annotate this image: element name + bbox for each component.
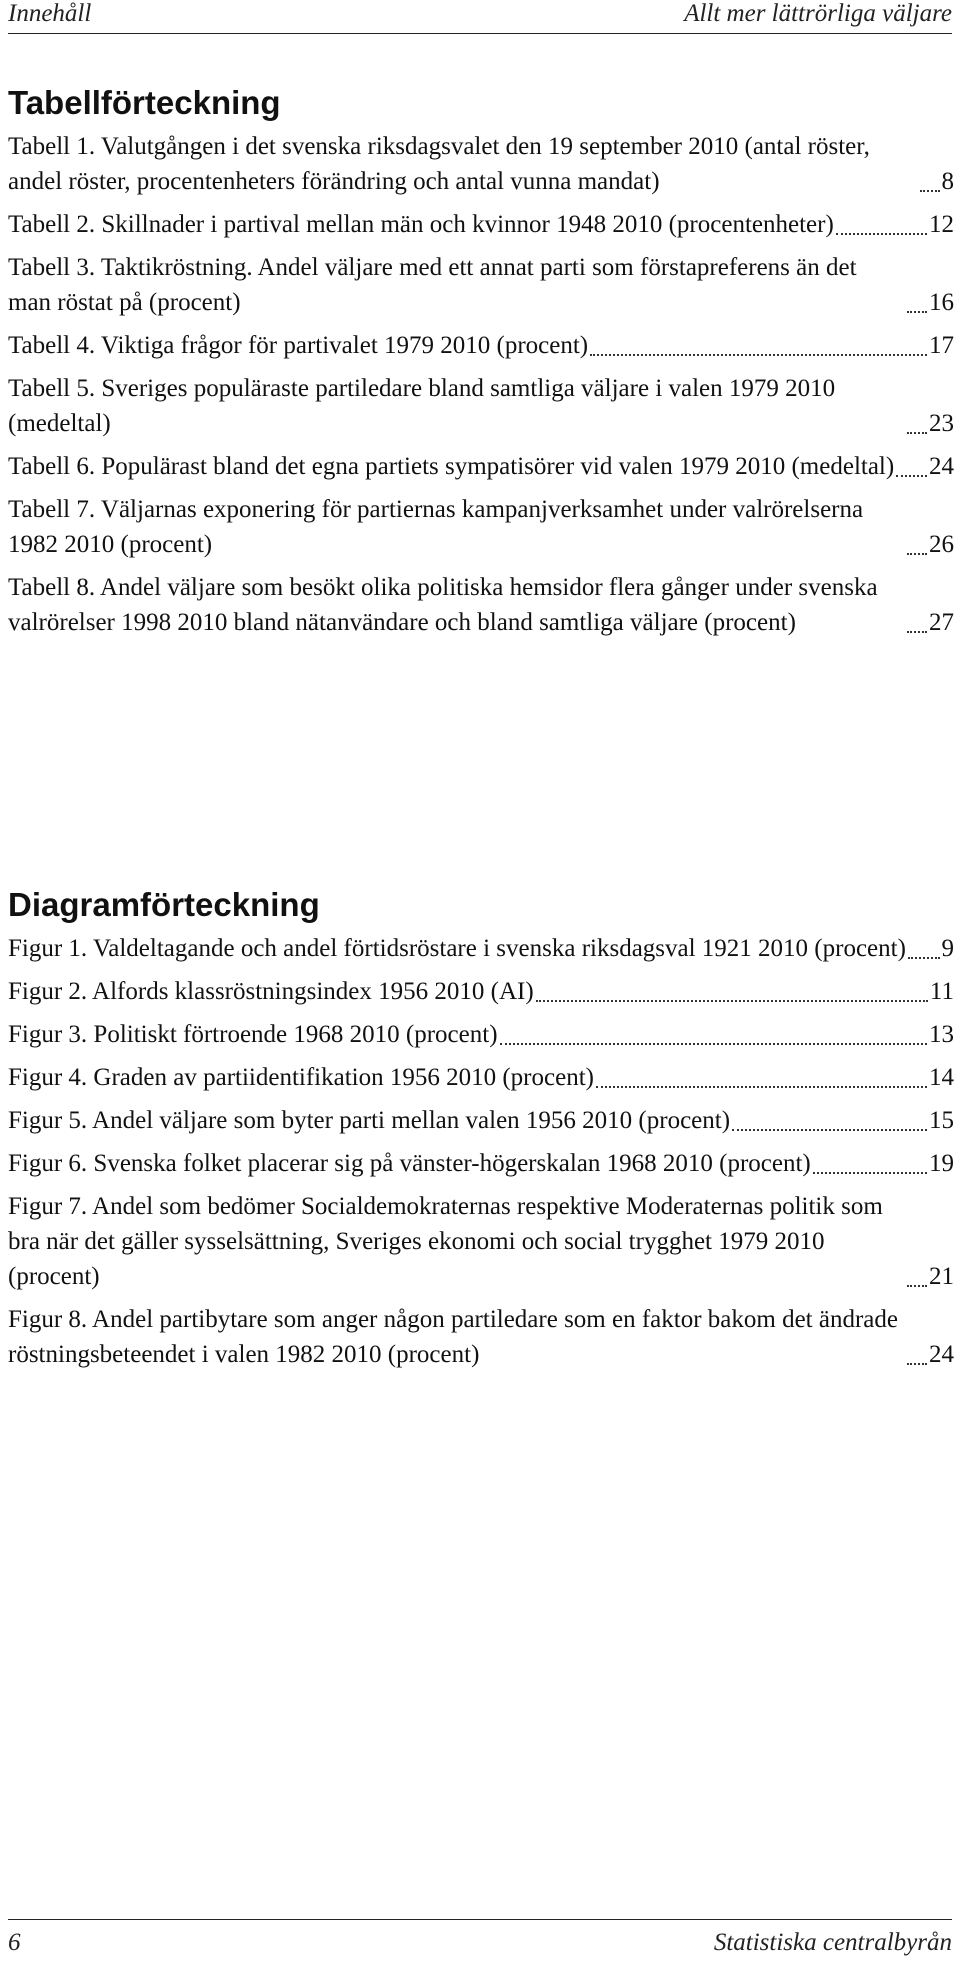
header-document-title: Allt mer lättrörliga väljare <box>684 0 952 27</box>
publisher-name: Statistiska centralbyrån <box>713 1929 952 1956</box>
list-item[interactable] <box>8 207 954 242</box>
list-item[interactable] <box>8 328 954 363</box>
entry-page: 24 <box>929 453 954 480</box>
header-section-label: Innehåll <box>8 0 92 27</box>
list-item[interactable] <box>8 250 954 320</box>
dot-leader <box>896 461 927 477</box>
entry-text: Figur 4. Graden av partiidentifikation 1956 2010 (procent) <box>8 1064 594 1091</box>
entry-text: Figur 5. Andel väljare som byter parti mellan valen 1956 2010 (procent) <box>8 1107 731 1134</box>
dot-leader <box>836 219 927 235</box>
dot-leader <box>596 1072 927 1088</box>
page-footer <box>8 1929 952 1959</box>
entry-text: Figur 2. Alfords klassröstningsindex 1956 2010 (AI) <box>8 978 534 1005</box>
entry-text: Tabell 3. Taktikröstning. Andel väljare med ett annat parti som förstapreferens än det man röstat på (procent) <box>8 254 857 316</box>
figures-list <box>8 931 954 1372</box>
section-title-tables: Tabellförteckning <box>8 84 281 121</box>
entry-page: 23 <box>929 410 954 437</box>
list-item[interactable] <box>8 1189 954 1294</box>
entry-text: Tabell 5. Sveriges populäraste partiledare bland samtliga väljare i valen 1979 2010 (medeltal) <box>8 375 836 437</box>
list-item[interactable] <box>8 974 954 1009</box>
entry-page: 21 <box>929 1263 954 1290</box>
page-header <box>8 0 952 30</box>
entry-page: 14 <box>929 1064 954 1091</box>
dot-leader <box>590 340 927 356</box>
entry-page: 27 <box>929 609 954 636</box>
dot-leader <box>907 418 927 434</box>
entry-text: Tabell 2. Skillnader i partival mellan män och kvinnor 1948 2010 (procentenheter) <box>8 211 834 238</box>
entry-text: Figur 1. Valdeltagande och andel förtidsröstare i svenska riksdagsval 1921 2010 (procent) <box>8 935 906 962</box>
dot-leader <box>907 617 927 633</box>
entry-page: 13 <box>929 1021 954 1048</box>
dot-leader <box>920 176 940 192</box>
entry-text: Tabell 4. Viktiga frågor för partivalet 1979 2010 (procent) <box>8 332 589 359</box>
dot-leader <box>500 1029 927 1045</box>
entry-text: Tabell 7. Väljarnas exponering för partiernas kampanjverksamhet under valrörelserna 1982 2010 (procent) <box>8 496 864 558</box>
entry-text: Figur 8. Andel partibytare som anger någon partiledare som en faktor bakom det ändrade röstningsbeteendet i valen 1982 2010 (procent) <box>8 1306 898 1368</box>
dot-leader <box>907 297 927 313</box>
list-item[interactable] <box>8 371 954 441</box>
entry-page: 24 <box>929 1341 954 1368</box>
list-item[interactable] <box>8 129 954 199</box>
dot-leader <box>907 539 927 555</box>
list-item[interactable] <box>8 1060 954 1095</box>
dot-leader <box>907 1349 927 1365</box>
entry-page: 17 <box>929 332 954 359</box>
entry-page: 12 <box>929 211 954 238</box>
dot-leader <box>536 986 928 1002</box>
page-number: 6 <box>8 1929 21 1956</box>
dot-leader <box>908 943 940 959</box>
entry-text: Tabell 1. Valutgången i det svenska riksdagsvalet den 19 september 2010 (antal röster, andel röster, procentenheters förändring och antal vunna mandat) <box>8 133 870 195</box>
entry-page: 11 <box>929 978 954 1005</box>
header-divider <box>8 33 952 34</box>
entry-page: 19 <box>929 1150 954 1177</box>
list-item[interactable] <box>8 449 954 484</box>
list-item[interactable] <box>8 1103 954 1138</box>
section-title-figures: Diagramförteckning <box>8 886 320 923</box>
list-item[interactable] <box>8 570 954 640</box>
entry-page: 15 <box>929 1107 954 1134</box>
entry-text: Figur 6. Svenska folket placerar sig på vänster-högerskalan 1968 2010 (procent) <box>8 1150 811 1177</box>
list-item[interactable] <box>8 492 954 562</box>
footer-divider <box>8 1919 952 1920</box>
entry-text: Tabell 8. Andel väljare som besökt olika politiska hemsidor flera gånger under svenska valrörelser 1998 2010 bland nätanvändare och bland samtliga väljare (procent) <box>8 574 878 636</box>
table-of-figures-section <box>8 885 954 1380</box>
list-item[interactable] <box>8 1017 954 1052</box>
entry-text: Figur 3. Politiskt förtroende 1968 2010 (procent) <box>8 1021 498 1048</box>
list-item[interactable] <box>8 931 954 966</box>
dot-leader <box>813 1158 927 1174</box>
list-item[interactable] <box>8 1146 954 1181</box>
list-item[interactable] <box>8 1302 954 1372</box>
dot-leader <box>907 1271 927 1287</box>
entry-page: 16 <box>929 289 954 316</box>
dot-leader <box>732 1115 927 1131</box>
table-of-tables-section <box>8 83 954 648</box>
entry-page: 26 <box>929 531 954 558</box>
entry-page: 9 <box>941 935 954 962</box>
entry-text: Tabell 6. Populärast bland det egna partiets sympatisörer vid valen 1979 2010 (medeltal) <box>8 453 895 480</box>
tables-list <box>8 129 954 640</box>
entry-page: 8 <box>941 168 954 195</box>
entry-text: Figur 7. Andel som bedömer Socialdemokraternas respektive Moderaternas politik som bra när det gäller sysselsättning, Sveriges ekonomi och social trygghet 1979 2010 (procent) <box>8 1193 883 1290</box>
